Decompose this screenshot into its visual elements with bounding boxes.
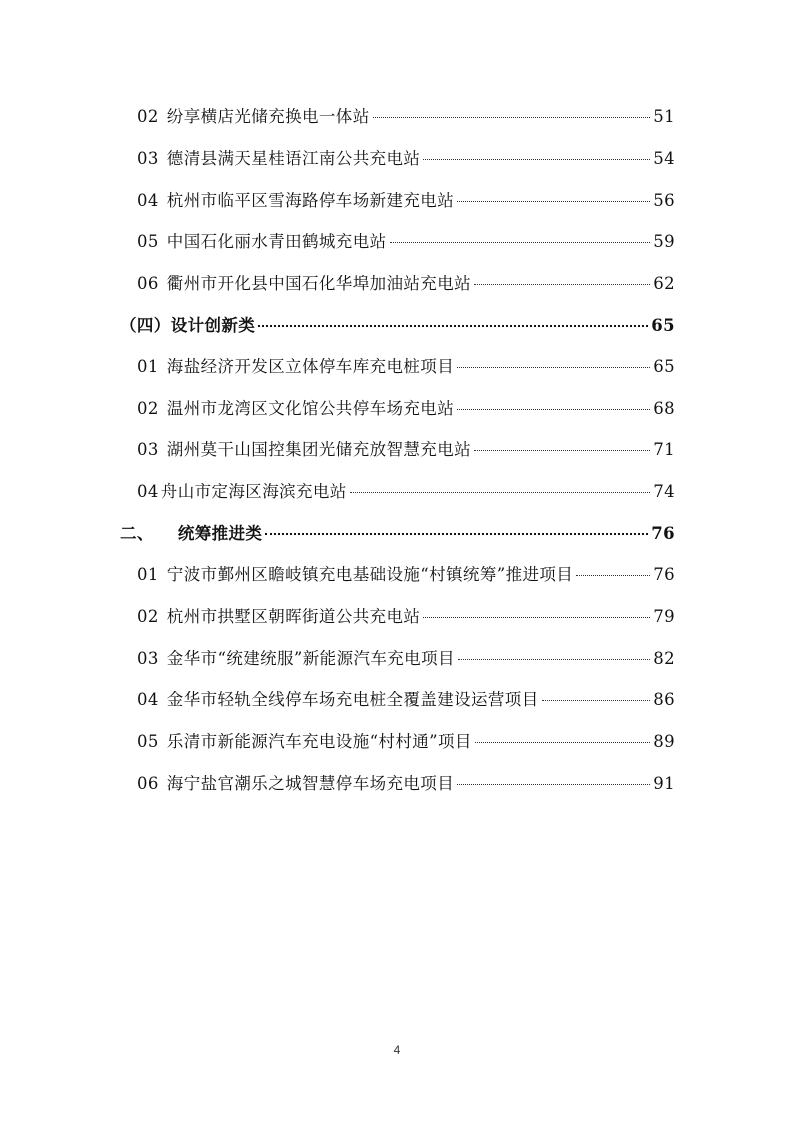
toc-entry-title: 衢州市开化县中国石化华埠加油站充电站	[166, 274, 471, 293]
toc-section-title: （四）设计创新类	[120, 316, 256, 335]
dot-leader	[542, 700, 651, 701]
toc-entry[interactable]	[137, 731, 675, 753]
toc-entry-page: 79	[653, 607, 675, 626]
toc-entry[interactable]	[137, 564, 675, 586]
toc-part-number: 二、	[120, 524, 154, 543]
toc-entry-page: 91	[653, 774, 675, 793]
toc-entry-page: 71	[653, 440, 675, 459]
toc-entry-page: 86	[653, 690, 675, 709]
dot-leader	[457, 784, 650, 785]
toc-entry-number: 04	[137, 191, 159, 210]
toc-entry-number: 04	[137, 690, 159, 709]
dot-leader	[457, 367, 650, 368]
toc-entry-title: 湖州莫干山国控集团光储充放智慧充电站	[166, 440, 471, 459]
toc-entry[interactable]	[137, 773, 675, 795]
toc-entry-number: 03	[137, 149, 159, 168]
toc-part-heading[interactable]	[120, 523, 675, 545]
toc-entry-title: 宁波市鄞州区瞻岐镇充电基础设施“村镇统筹”推进项目	[166, 565, 574, 584]
toc-entry-number: 01	[137, 565, 159, 584]
toc-entry-title: 杭州市临平区雪海路停车场新建充电站	[166, 191, 455, 210]
toc-entry-page: 65	[653, 357, 675, 376]
toc-entry-title: 杭州市拱墅区朝晖街道公共充电站	[166, 607, 421, 626]
toc-entry-number: 05	[137, 732, 159, 751]
toc-entry-title: 乐清市新能源汽车充电设施“村村通”项目	[166, 732, 472, 751]
toc-entry[interactable]	[137, 190, 675, 212]
dot-leader	[265, 533, 648, 535]
dot-leader	[474, 284, 650, 285]
toc-entry[interactable]	[137, 648, 675, 670]
dot-leader	[474, 450, 650, 451]
toc-part-page: 76	[651, 524, 675, 543]
toc-entry[interactable]	[137, 273, 675, 295]
toc-entry[interactable]	[137, 148, 675, 170]
dot-leader	[423, 617, 650, 618]
toc-entry[interactable]	[137, 689, 675, 711]
toc-entry[interactable]	[137, 398, 675, 420]
toc-entry-page: 54	[653, 149, 675, 168]
toc-entry-title: 中国石化丽水青田鹤城充电站	[166, 232, 387, 251]
toc-entry-title: 金华市轻轨全线停车场充电桩全覆盖建设运营项目	[166, 690, 539, 709]
toc-entry-number: 03	[137, 440, 159, 459]
toc-entry-page: 62	[653, 274, 675, 293]
toc-entry-number: 06	[137, 774, 159, 793]
toc-entry-title: 纷享横店光储充换电一体站	[166, 107, 370, 126]
toc-entry-number: 06	[137, 274, 159, 293]
toc-part-title: 统筹推进类	[177, 524, 263, 543]
toc-entry-title: 德清县满天星桂语江南公共充电站	[166, 149, 421, 168]
toc-entry-page: 51	[653, 107, 675, 126]
toc-section-page: 65	[651, 316, 675, 335]
toc-entry-title: 金华市“统建统服”新能源汽车充电项目	[166, 649, 455, 668]
toc-entry[interactable]	[137, 439, 675, 461]
toc-entry-number: 02	[137, 607, 159, 626]
dot-leader	[475, 742, 650, 743]
toc-entry-page: 74	[653, 482, 675, 501]
toc-entry-page: 76	[653, 565, 675, 584]
dot-leader	[423, 159, 650, 160]
toc-entry-number: 01	[137, 357, 159, 376]
toc-entry-number: 05	[137, 232, 159, 251]
toc-entry-number: 02	[137, 399, 159, 418]
dot-leader	[373, 117, 651, 118]
toc-entry-page: 56	[653, 191, 675, 210]
toc-entry-title: 舟山市定海区海滨充电站	[160, 482, 347, 501]
toc-entry-title: 海盐经济开发区立体停车库充电桩项目	[166, 357, 455, 376]
dot-leader	[350, 492, 651, 493]
dot-leader	[458, 659, 650, 660]
toc-entry[interactable]	[137, 481, 675, 503]
dot-leader	[576, 575, 650, 576]
dot-leader	[457, 409, 650, 410]
toc-entry[interactable]	[137, 106, 675, 128]
toc-entry-page: 59	[653, 232, 675, 251]
dot-leader	[390, 242, 651, 243]
toc-entry-title: 温州市龙湾区文化馆公共停车场充电站	[166, 399, 455, 418]
toc-entry[interactable]	[137, 231, 675, 253]
toc-entry-number: 03	[137, 649, 159, 668]
dot-leader	[258, 325, 648, 327]
toc-entry[interactable]	[137, 606, 675, 628]
toc-entry-page: 82	[653, 649, 675, 668]
page-number: 4	[393, 1043, 401, 1057]
toc-entry-title: 海宁盐官潮乐之城智慧停车场充电项目	[166, 774, 455, 793]
toc-entry-page: 89	[653, 732, 675, 751]
toc-entry-number: 02	[137, 107, 159, 126]
dot-leader	[457, 201, 650, 202]
toc-entry[interactable]	[137, 356, 675, 378]
toc-entry-page: 68	[653, 399, 675, 418]
toc-section-heading[interactable]	[120, 315, 675, 337]
toc-entry-number: 04	[137, 482, 159, 501]
